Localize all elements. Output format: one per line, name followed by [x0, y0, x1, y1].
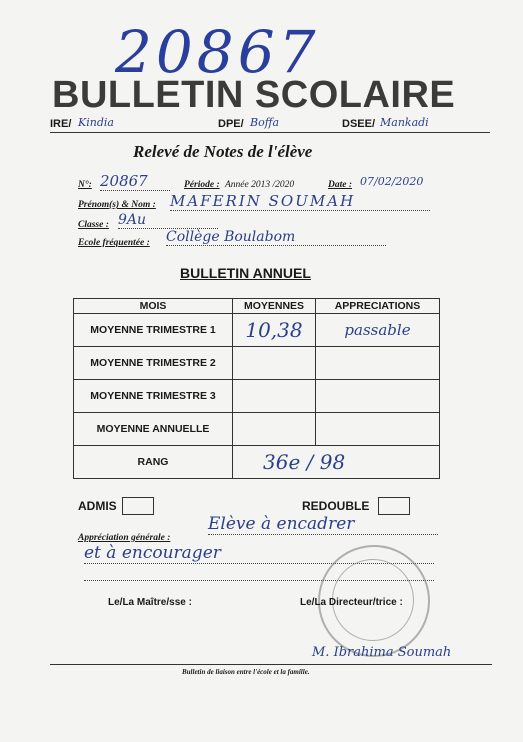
- periode-label: Période :: [184, 180, 220, 190]
- rang-value: 36e / 98: [233, 446, 440, 479]
- annee-text: Année 2013 /2020: [225, 180, 295, 190]
- row-appreciation: passable: [316, 314, 440, 347]
- dsee-value: Mankadi: [380, 116, 429, 129]
- row-mois: MOYENNE TRIMESTRE 3: [74, 380, 233, 413]
- row-moyenne: 10,38: [233, 314, 316, 347]
- dpe-value: Boffa: [250, 116, 280, 129]
- nom-value: MAFERIN SOUMAH: [170, 192, 430, 211]
- table-row: [74, 314, 440, 347]
- student-info: [78, 172, 438, 252]
- table-row: [74, 380, 440, 413]
- handwritten-number: 20867: [115, 18, 320, 86]
- admis-label: ADMIS: [78, 499, 117, 513]
- row-mois: RANG: [74, 446, 233, 479]
- num-label: N°:: [78, 180, 92, 190]
- admin-line: [50, 116, 490, 133]
- date-label: Date :: [328, 180, 353, 190]
- ecole-value: Collège Boulabom: [166, 229, 386, 246]
- ecole-label: Ecole fréquentée :: [78, 238, 150, 248]
- footer-rule: [50, 664, 492, 665]
- appreciation-line-1: Elève à encadrer: [208, 514, 438, 535]
- subtitle: Relevé de Notes de l'élève: [133, 142, 313, 161]
- row-appreciation: [316, 413, 440, 446]
- directeur-label: Le/La Directeur/trice :: [300, 597, 403, 608]
- table-header-row: [74, 299, 440, 314]
- header-moyennes: MOYENNES: [233, 299, 316, 314]
- row-moyenne: [233, 347, 316, 380]
- appreciation-label: Appréciation générale :: [78, 533, 171, 543]
- section-title: BULLETIN ANNUEL: [180, 265, 311, 281]
- admis-checkbox[interactable]: [122, 497, 154, 515]
- nom-label: Prénom(s) & Nom :: [78, 200, 156, 210]
- document-title: BULLETIN SCOLAIRE: [52, 74, 456, 116]
- dpe-label: DPE/: [218, 118, 244, 130]
- classe-label: Classe :: [78, 220, 109, 230]
- row-mois: MOYENNE ANNUELLE: [74, 413, 233, 446]
- classe-value: 9Au: [118, 212, 218, 229]
- header-mois: MOIS: [74, 299, 233, 314]
- row-mois: MOYENNE TRIMESTRE 1: [74, 314, 233, 347]
- table-row: [74, 446, 440, 479]
- table-row: [74, 413, 440, 446]
- header-appreciations: APPRECIATIONS: [316, 299, 440, 314]
- row-appreciation: [316, 380, 440, 413]
- num-value: 20867: [100, 172, 170, 191]
- date-value: 07/02/2020: [360, 175, 424, 188]
- row-appreciation: [316, 347, 440, 380]
- appreciation-line-2: et à encourager: [84, 543, 434, 564]
- footer-text: Bulletin de liaison entre l'école et la famille.: [182, 668, 310, 676]
- row-mois: MOYENNE TRIMESTRE 2: [74, 347, 233, 380]
- dsee-label: DSEE/: [342, 118, 376, 130]
- ire-label: IRE/: [50, 118, 72, 130]
- table-row: [74, 347, 440, 380]
- redouble-checkbox[interactable]: [378, 497, 410, 515]
- row-moyenne: [233, 380, 316, 413]
- grades-table: [73, 298, 440, 479]
- maitre-label: Le/La Maître/sse :: [108, 597, 192, 608]
- ire-value: Kindia: [78, 116, 114, 129]
- director-signature: M. Ibrahima Soumah: [312, 645, 452, 660]
- row-moyenne: [233, 413, 316, 446]
- redouble-label: REDOUBLE: [302, 499, 370, 513]
